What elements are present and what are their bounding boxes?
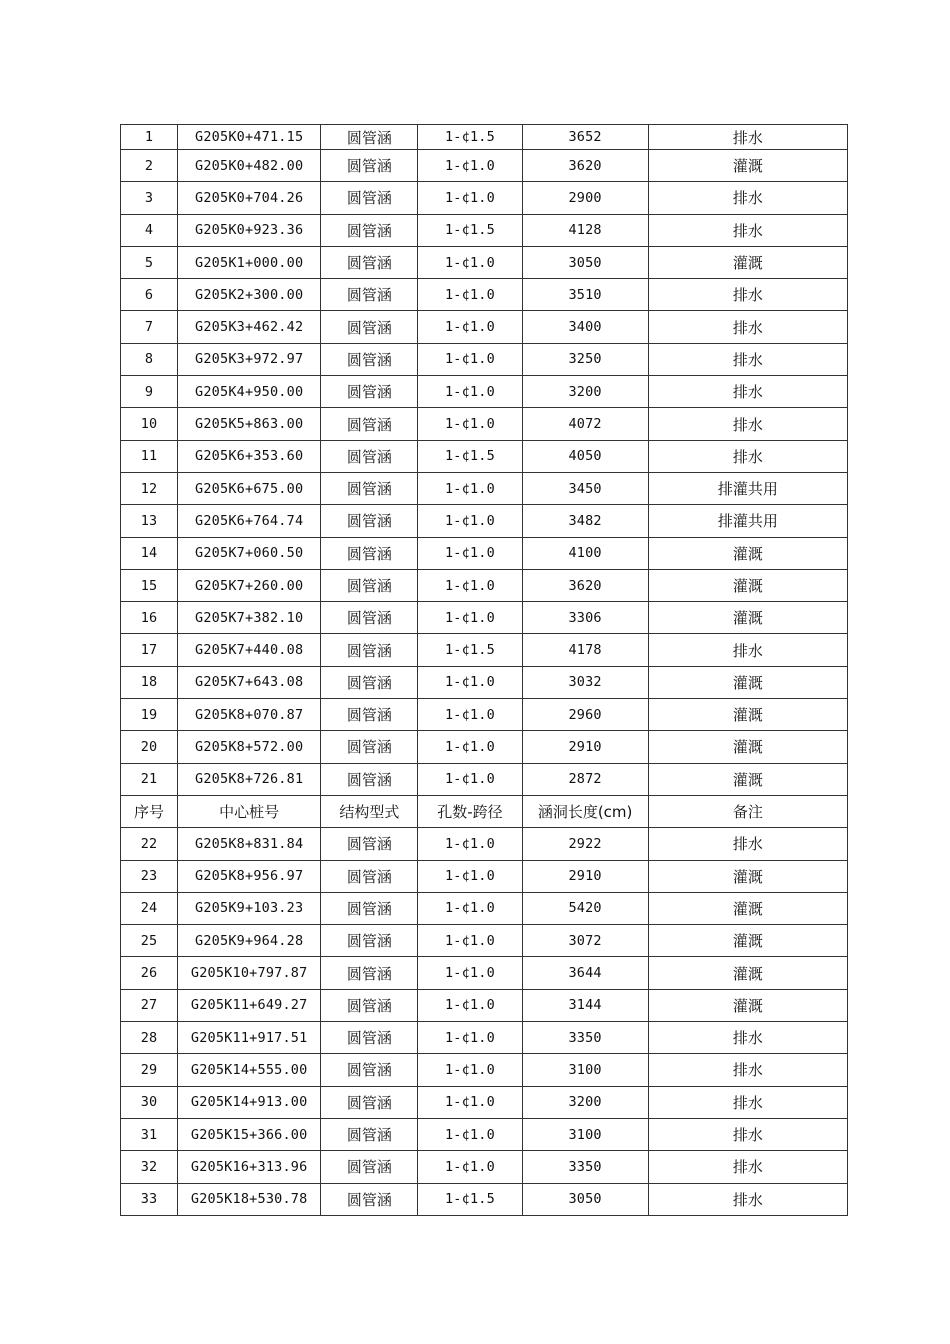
table-row — [121, 602, 848, 634]
cell-remark: 排水 — [648, 1151, 847, 1183]
cell-structure-type: 圆管涵 — [321, 828, 418, 860]
cell-structure-type: 圆管涵 — [321, 311, 418, 343]
cell-center-stake: G205K15+366.00 — [178, 1118, 321, 1150]
cell-remark: 排水 — [648, 376, 847, 408]
cell-no: 20 — [121, 731, 178, 763]
cell-remark: 灌溉 — [648, 150, 847, 182]
cell-count-span: 1-¢1.0 — [418, 472, 522, 504]
cell-no: 6 — [121, 279, 178, 311]
cell-length: 3072 — [522, 925, 648, 957]
cell-count-span: 1-¢1.0 — [418, 699, 522, 731]
cell-length: 3652 — [522, 125, 648, 150]
cell-center-stake: G205K7+382.10 — [178, 602, 321, 634]
cell-remark: 排水 — [648, 1086, 847, 1118]
cell-length: 3482 — [522, 505, 648, 537]
cell-no: 17 — [121, 634, 178, 666]
cell-length: 3250 — [522, 343, 648, 375]
cell-remark: 灌溉 — [648, 989, 847, 1021]
cell-center-stake: G205K14+555.00 — [178, 1054, 321, 1086]
table-row — [121, 989, 848, 1021]
cell-structure-type: 圆管涵 — [321, 763, 418, 795]
cell-remark: 排水 — [648, 343, 847, 375]
cell-no: 14 — [121, 537, 178, 569]
cell-remark: 排水 — [648, 1022, 847, 1054]
cell-center-stake: G205K9+964.28 — [178, 925, 321, 957]
cell-remark: 排水 — [648, 1054, 847, 1086]
cell-structure-type: 圆管涵 — [321, 408, 418, 440]
cell-length: 2960 — [522, 699, 648, 731]
cell-no: 2 — [121, 150, 178, 182]
table-row — [121, 472, 848, 504]
cell-center-stake: G205K18+530.78 — [178, 1183, 321, 1215]
cell-no: 3 — [121, 182, 178, 214]
table-row — [121, 763, 848, 795]
cell-length: 2910 — [522, 860, 648, 892]
cell-length: 2910 — [522, 731, 648, 763]
cell-count-span: 1-¢1.5 — [418, 1183, 522, 1215]
cell-center-stake: G205K5+863.00 — [178, 408, 321, 440]
cell-count-span: 1-¢1.0 — [418, 1054, 522, 1086]
cell-no: 23 — [121, 860, 178, 892]
cell-no: 12 — [121, 472, 178, 504]
cell-no: 8 — [121, 343, 178, 375]
cell-no: 22 — [121, 828, 178, 860]
cell-count-span: 1-¢1.0 — [418, 892, 522, 924]
cell-structure-type: 圆管涵 — [321, 279, 418, 311]
cell-length: 3032 — [522, 666, 648, 698]
cell-count-span: 1-¢1.0 — [418, 1151, 522, 1183]
cell-structure-type: 圆管涵 — [321, 1118, 418, 1150]
table-row — [121, 505, 848, 537]
cell-center-stake: G205K8+726.81 — [178, 763, 321, 795]
cell-structure-type: 圆管涵 — [321, 1086, 418, 1118]
table-row — [121, 1054, 848, 1086]
cell-length: 3306 — [522, 602, 648, 634]
cell-remark: 灌溉 — [648, 602, 847, 634]
cell-no: 10 — [121, 408, 178, 440]
cell-no: 21 — [121, 763, 178, 795]
cell-structure-type: 圆管涵 — [321, 537, 418, 569]
culvert-table-header — [121, 795, 848, 827]
table-row — [121, 1086, 848, 1118]
cell-length: 3144 — [522, 989, 648, 1021]
cell-length: 3510 — [522, 279, 648, 311]
cell-structure-type: 圆管涵 — [321, 699, 418, 731]
culvert-table-body-part1 — [121, 125, 848, 796]
table-row — [121, 125, 848, 150]
table-row — [121, 731, 848, 763]
culvert-table-body-part2 — [121, 828, 848, 1216]
cell-center-stake: G205K8+070.87 — [178, 699, 321, 731]
cell-length: 2922 — [522, 828, 648, 860]
cell-length: 4178 — [522, 634, 648, 666]
cell-structure-type: 圆管涵 — [321, 860, 418, 892]
cell-remark: 排水 — [648, 279, 847, 311]
table-row — [121, 440, 848, 472]
cell-structure-type: 圆管涵 — [321, 376, 418, 408]
cell-length: 3200 — [522, 376, 648, 408]
cell-count-span: 1-¢1.0 — [418, 957, 522, 989]
table-row — [121, 860, 848, 892]
cell-count-span: 1-¢1.0 — [418, 763, 522, 795]
table-row — [121, 408, 848, 440]
cell-length: 4100 — [522, 537, 648, 569]
cell-center-stake: G205K16+313.96 — [178, 1151, 321, 1183]
cell-center-stake: G205K6+353.60 — [178, 440, 321, 472]
cell-length: 4072 — [522, 408, 648, 440]
cell-length: 4050 — [522, 440, 648, 472]
cell-remark: 排水 — [648, 214, 847, 246]
cell-count-span: 1-¢1.0 — [418, 150, 522, 182]
cell-no: 31 — [121, 1118, 178, 1150]
cell-center-stake: G205K14+913.00 — [178, 1086, 321, 1118]
cell-count-span: 1-¢1.0 — [418, 569, 522, 601]
cell-count-span: 1-¢1.0 — [418, 860, 522, 892]
cell-count-span: 1-¢1.0 — [418, 182, 522, 214]
cell-remark: 灌溉 — [648, 569, 847, 601]
header-count-span: 孔数-跨径 — [418, 795, 522, 827]
cell-no: 9 — [121, 376, 178, 408]
table-row — [121, 828, 848, 860]
cell-remark: 灌溉 — [648, 925, 847, 957]
table-row — [121, 1118, 848, 1150]
header-structure-type: 结构型式 — [321, 795, 418, 827]
cell-structure-type: 圆管涵 — [321, 666, 418, 698]
cell-remark: 排水 — [648, 1183, 847, 1215]
cell-remark: 灌溉 — [648, 731, 847, 763]
cell-center-stake: G205K8+956.97 — [178, 860, 321, 892]
table-row — [121, 1151, 848, 1183]
cell-no: 19 — [121, 699, 178, 731]
table-row — [121, 1183, 848, 1215]
table-row — [121, 699, 848, 731]
cell-no: 27 — [121, 989, 178, 1021]
cell-length: 3100 — [522, 1118, 648, 1150]
cell-count-span: 1-¢1.0 — [418, 408, 522, 440]
table-row — [121, 311, 848, 343]
table-row — [121, 1022, 848, 1054]
cell-no: 18 — [121, 666, 178, 698]
cell-remark: 排水 — [648, 408, 847, 440]
cell-structure-type: 圆管涵 — [321, 989, 418, 1021]
cell-no: 28 — [121, 1022, 178, 1054]
cell-count-span: 1-¢1.5 — [418, 634, 522, 666]
cell-length: 3350 — [522, 1022, 648, 1054]
cell-count-span: 1-¢1.0 — [418, 989, 522, 1021]
cell-remark: 灌溉 — [648, 537, 847, 569]
cell-remark: 灌溉 — [648, 957, 847, 989]
cell-count-span: 1-¢1.0 — [418, 376, 522, 408]
cell-structure-type: 圆管涵 — [321, 602, 418, 634]
cell-structure-type: 圆管涵 — [321, 343, 418, 375]
cell-remark: 灌溉 — [648, 246, 847, 278]
cell-length: 5420 — [522, 892, 648, 924]
cell-count-span: 1-¢1.0 — [418, 828, 522, 860]
cell-no: 25 — [121, 925, 178, 957]
cell-center-stake: G205K7+643.08 — [178, 666, 321, 698]
cell-center-stake: G205K0+923.36 — [178, 214, 321, 246]
cell-center-stake: G205K2+300.00 — [178, 279, 321, 311]
cell-remark: 排灌共用 — [648, 505, 847, 537]
cell-length: 3644 — [522, 957, 648, 989]
table-row — [121, 666, 848, 698]
cell-count-span: 1-¢1.5 — [418, 125, 522, 150]
cell-remark: 排灌共用 — [648, 472, 847, 504]
table-row — [121, 892, 848, 924]
cell-remark: 排水 — [648, 828, 847, 860]
cell-center-stake: G205K11+649.27 — [178, 989, 321, 1021]
table-row — [121, 569, 848, 601]
cell-structure-type: 圆管涵 — [321, 957, 418, 989]
cell-count-span: 1-¢1.0 — [418, 537, 522, 569]
table-row — [121, 343, 848, 375]
cell-center-stake: G205K4+950.00 — [178, 376, 321, 408]
table-row — [121, 537, 848, 569]
cell-no: 26 — [121, 957, 178, 989]
cell-count-span: 1-¢1.0 — [418, 925, 522, 957]
cell-length: 3620 — [522, 569, 648, 601]
cell-center-stake: G205K0+482.00 — [178, 150, 321, 182]
cell-no: 4 — [121, 214, 178, 246]
cell-center-stake: G205K7+440.08 — [178, 634, 321, 666]
cell-no: 11 — [121, 440, 178, 472]
cell-length: 3350 — [522, 1151, 648, 1183]
cell-structure-type: 圆管涵 — [321, 440, 418, 472]
cell-length: 4128 — [522, 214, 648, 246]
table-row — [121, 214, 848, 246]
cell-no: 7 — [121, 311, 178, 343]
cell-count-span: 1-¢1.0 — [418, 343, 522, 375]
cell-center-stake: G205K11+917.51 — [178, 1022, 321, 1054]
cell-length: 2872 — [522, 763, 648, 795]
cell-structure-type: 圆管涵 — [321, 731, 418, 763]
cell-remark: 灌溉 — [648, 860, 847, 892]
cell-no: 24 — [121, 892, 178, 924]
cell-center-stake: G205K8+572.00 — [178, 731, 321, 763]
cell-center-stake: G205K10+797.87 — [178, 957, 321, 989]
cell-remark: 排水 — [648, 1118, 847, 1150]
cell-structure-type: 圆管涵 — [321, 472, 418, 504]
cell-count-span: 1-¢1.0 — [418, 246, 522, 278]
table-row — [121, 246, 848, 278]
cell-center-stake: G205K7+060.50 — [178, 537, 321, 569]
cell-no: 1 — [121, 125, 178, 150]
cell-length: 3050 — [522, 246, 648, 278]
cell-length: 3050 — [522, 1183, 648, 1215]
cell-length: 3400 — [522, 311, 648, 343]
cell-structure-type: 圆管涵 — [321, 1054, 418, 1086]
table-row — [121, 634, 848, 666]
cell-center-stake: G205K6+675.00 — [178, 472, 321, 504]
header-center-stake: 中心桩号 — [178, 795, 321, 827]
cell-no: 32 — [121, 1151, 178, 1183]
header-length: 涵洞长度(cm) — [522, 795, 648, 827]
cell-center-stake: G205K1+000.00 — [178, 246, 321, 278]
cell-count-span: 1-¢1.0 — [418, 1022, 522, 1054]
cell-no: 15 — [121, 569, 178, 601]
cell-no: 16 — [121, 602, 178, 634]
cell-remark: 灌溉 — [648, 666, 847, 698]
cell-center-stake: G205K3+972.97 — [178, 343, 321, 375]
cell-structure-type: 圆管涵 — [321, 634, 418, 666]
cell-count-span: 1-¢1.0 — [418, 666, 522, 698]
cell-length: 3100 — [522, 1054, 648, 1086]
cell-remark: 排水 — [648, 182, 847, 214]
cell-no: 30 — [121, 1086, 178, 1118]
cell-center-stake: G205K9+103.23 — [178, 892, 321, 924]
cell-count-span: 1-¢1.5 — [418, 440, 522, 472]
cell-remark: 灌溉 — [648, 763, 847, 795]
cell-count-span: 1-¢1.0 — [418, 731, 522, 763]
cell-structure-type: 圆管涵 — [321, 505, 418, 537]
cell-structure-type: 圆管涵 — [321, 125, 418, 150]
cell-no: 13 — [121, 505, 178, 537]
cell-remark: 排水 — [648, 634, 847, 666]
cell-remark: 排水 — [648, 125, 847, 150]
table-row — [121, 279, 848, 311]
cell-structure-type: 圆管涵 — [321, 569, 418, 601]
cell-remark: 灌溉 — [648, 892, 847, 924]
header-row — [121, 795, 848, 827]
cell-remark: 灌溉 — [648, 699, 847, 731]
cell-center-stake: G205K8+831.84 — [178, 828, 321, 860]
cell-structure-type: 圆管涵 — [321, 1022, 418, 1054]
cell-no: 33 — [121, 1183, 178, 1215]
cell-center-stake: G205K3+462.42 — [178, 311, 321, 343]
cell-structure-type: 圆管涵 — [321, 214, 418, 246]
cell-center-stake: G205K0+704.26 — [178, 182, 321, 214]
table-row — [121, 957, 848, 989]
cell-center-stake: G205K6+764.74 — [178, 505, 321, 537]
cell-length: 3620 — [522, 150, 648, 182]
cell-count-span: 1-¢1.0 — [418, 1086, 522, 1118]
table-row — [121, 150, 848, 182]
cell-count-span: 1-¢1.0 — [418, 279, 522, 311]
cell-structure-type: 圆管涵 — [321, 1183, 418, 1215]
cell-count-span: 1-¢1.5 — [418, 214, 522, 246]
cell-length: 2900 — [522, 182, 648, 214]
cell-count-span: 1-¢1.0 — [418, 505, 522, 537]
cell-no: 5 — [121, 246, 178, 278]
cell-structure-type: 圆管涵 — [321, 892, 418, 924]
cell-structure-type: 圆管涵 — [321, 246, 418, 278]
cell-remark: 排水 — [648, 311, 847, 343]
header-no: 序号 — [121, 795, 178, 827]
cell-structure-type: 圆管涵 — [321, 925, 418, 957]
cell-count-span: 1-¢1.0 — [418, 1118, 522, 1150]
table-row — [121, 376, 848, 408]
cell-structure-type: 圆管涵 — [321, 1151, 418, 1183]
culvert-table — [120, 124, 848, 1216]
cell-center-stake: G205K0+471.15 — [178, 125, 321, 150]
cell-remark: 排水 — [648, 440, 847, 472]
header-remarks: 备注 — [648, 795, 847, 827]
table-row — [121, 182, 848, 214]
cell-structure-type: 圆管涵 — [321, 150, 418, 182]
cell-structure-type: 圆管涵 — [321, 182, 418, 214]
cell-center-stake: G205K7+260.00 — [178, 569, 321, 601]
cell-no: 29 — [121, 1054, 178, 1086]
cell-length: 3200 — [522, 1086, 648, 1118]
cell-count-span: 1-¢1.0 — [418, 602, 522, 634]
table-row — [121, 925, 848, 957]
cell-length: 3450 — [522, 472, 648, 504]
cell-count-span: 1-¢1.0 — [418, 311, 522, 343]
